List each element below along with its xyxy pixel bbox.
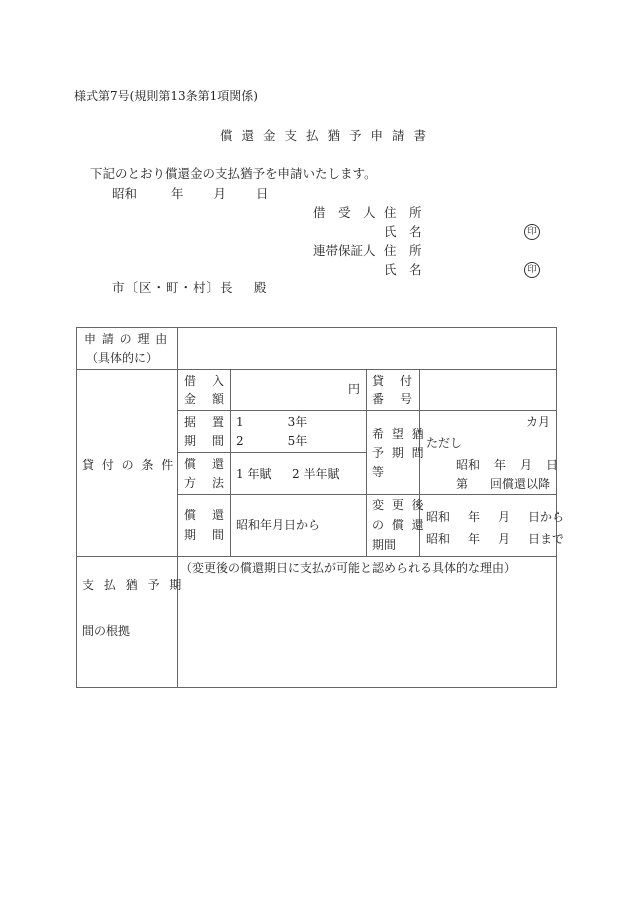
seal-icon: 印	[524, 262, 540, 278]
deferment-label-char: 間	[211, 434, 224, 448]
changed-from-date[interactable]	[426, 507, 564, 528]
application-date	[112, 186, 269, 201]
day: 日まで	[528, 532, 565, 546]
loan-amount-field[interactable]	[232, 379, 360, 400]
yen-unit: 円	[347, 382, 360, 396]
period-label-char: 期	[184, 528, 197, 542]
period-label-char: 間	[211, 528, 224, 542]
changed-to-date[interactable]	[426, 529, 564, 550]
year: 年	[468, 532, 481, 546]
months-unit: カ月	[525, 415, 550, 429]
deferment-label-char: 期	[184, 434, 197, 448]
day: 日から	[528, 510, 565, 524]
period-value[interactable]: 昭和年月日から	[236, 518, 321, 532]
method-label-char: 償	[184, 457, 197, 471]
form-number: 様式第7号(規則第13条第1項関係)	[74, 89, 258, 103]
method-option-semiannual[interactable]: 2 半年賦	[292, 467, 340, 481]
option-no: 2	[236, 434, 244, 448]
borrower-name-label: 氏 名	[384, 224, 422, 239]
day: 日	[546, 458, 559, 472]
basis-note: （変更後の償還期日に支払が可能と認められる具体的な理由）	[180, 561, 517, 575]
borrower-label: 借 受 人	[313, 205, 376, 220]
date-day: 日	[256, 186, 269, 201]
deferment-label-char: 置	[211, 415, 224, 429]
loan-number-label-char: 貸	[372, 374, 385, 388]
desired-months[interactable]	[422, 412, 550, 433]
changed-period-label: 変 更 後	[372, 498, 426, 512]
year: 年	[494, 458, 507, 472]
method-option-annual[interactable]: 1 年賦	[236, 467, 272, 481]
era: 昭和	[426, 532, 451, 546]
conditions-label: 貸 付 の 条 件	[82, 458, 176, 472]
era: 昭和	[426, 510, 451, 524]
date-month: 月	[213, 186, 227, 201]
basis-label: 支 払 猶 予 期	[82, 578, 185, 592]
loan-amount-label-char: 金	[184, 392, 197, 406]
installment-suffix: 回償還以降	[490, 477, 551, 491]
month: 月	[498, 510, 511, 524]
application-table	[76, 327, 565, 688]
however-date[interactable]	[456, 455, 558, 476]
period-label-char: 還	[211, 508, 224, 522]
borrower-address-label: 住 所	[384, 205, 422, 220]
basis-field[interactable]	[180, 581, 552, 683]
changed-period-label: 期間	[372, 538, 397, 552]
addressee: 市〔区・町・村〕長	[112, 280, 234, 295]
addressee-honorific: 殿	[254, 280, 267, 295]
method-label-char: 法	[211, 476, 224, 490]
era: 昭和	[456, 458, 481, 472]
date-era: 昭和	[112, 186, 138, 201]
desired-period-label: 予 期 間	[372, 446, 426, 460]
reason-sublabel: （具体的に）	[86, 351, 159, 365]
method-label-char: 方	[184, 476, 197, 490]
deferment-label-char: 据	[184, 415, 197, 429]
loan-amount-label-char: 額	[211, 392, 224, 406]
option-no: 1	[236, 415, 244, 429]
basis-label-cont: 間の根拠	[82, 624, 131, 638]
guarantor-label: 連帯保証人	[313, 243, 376, 258]
guarantor-address-label: 住 所	[384, 243, 422, 258]
seal-icon: 印	[524, 224, 540, 240]
loan-number-label-char: 号	[399, 392, 412, 406]
month: 月	[498, 532, 511, 546]
method-label-char: 還	[211, 457, 224, 471]
deferment-option-1[interactable]	[236, 412, 307, 433]
option-value: 3年	[287, 415, 308, 429]
loan-number-label-char: 付	[399, 374, 412, 388]
however-label: ただし	[426, 436, 463, 450]
loan-amount-label-char: 借	[184, 374, 197, 388]
loan-number-field[interactable]	[422, 373, 552, 407]
intro-text: 下記のとおり償還金の支払猶予を申請いたします。	[90, 166, 377, 181]
year: 年	[468, 510, 481, 524]
reason-field[interactable]	[180, 331, 552, 366]
document-title: 償還金支払猶予申請書	[220, 128, 436, 143]
date-year: 年	[171, 186, 184, 201]
loan-number-label-char: 番	[372, 392, 385, 406]
installment-prefix: 第	[456, 477, 469, 491]
period-label-char: 償	[184, 508, 197, 522]
month: 月	[520, 458, 533, 472]
loan-amount-label-char: 入	[211, 374, 224, 388]
desired-period-label: 希 望 猶	[372, 427, 426, 441]
guarantor-name-label: 氏 名	[384, 262, 422, 277]
desired-period-label: 等	[372, 465, 385, 479]
option-value: 5年	[287, 434, 308, 448]
however-installment[interactable]	[456, 474, 550, 495]
changed-period-label: の 償 還	[372, 518, 426, 532]
deferment-option-2[interactable]	[236, 431, 307, 452]
reason-label: 申 請 の 理 由	[84, 332, 169, 346]
